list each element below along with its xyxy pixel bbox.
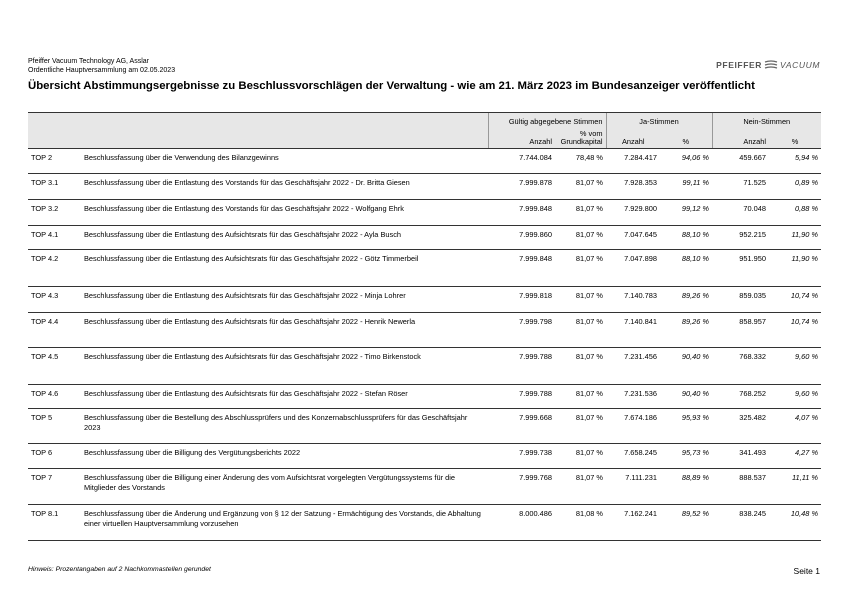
pct-capital: 81,07 % [555,250,606,287]
logo-swoosh-icon [764,58,778,72]
col-yes-anzahl: Anzahl [606,126,660,149]
company-name: Pfeiffer Vacuum Technology AG, Asslar [28,58,150,65]
no-votes: 768.332 [712,348,769,385]
resolution-text: Beschlussfassung über die Entlastung des Aufsichtsrats für das Geschäftsjahr 2022 - Minja Lohrer [81,287,488,313]
col-valid-anzahl: Anzahl [488,126,555,149]
resolution-text: Beschlussfassung über die Verwendung des Bilanzgewinns [81,149,488,174]
yes-pct: 95,73 % [660,444,712,469]
no-pct: 11,90 % [769,226,821,250]
resolution-text: Beschlussfassung über die Entlastung des Aufsichtsrats für das Geschäftsjahr 2022 - Henrik Newerla [81,313,488,348]
group-valid-votes: Gültig abgegebene Stimmen [488,113,606,127]
valid-votes: 7.999.738 [488,444,555,469]
table-row [28,200,821,226]
pct-capital: 81,07 % [555,348,606,385]
agenda-item: TOP 8.1 [28,505,81,541]
col-no-pct: % [769,126,821,149]
table-row [28,444,821,469]
table-row [28,348,821,385]
logo-text-left: PFEIFFER [716,60,763,70]
agenda-item: TOP 3.1 [28,174,81,200]
agenda-item: TOP 2 [28,149,81,174]
valid-votes: 7.999.788 [488,348,555,385]
no-pct: 4,27 % [769,444,821,469]
no-pct: 0,89 % [769,174,821,200]
agenda-item: TOP 3.2 [28,200,81,226]
col-no-anzahl: Anzahl [712,126,769,149]
yes-pct: 89,26 % [660,313,712,348]
resolution-text: Beschlussfassung über die Entlastung des Vorstands für das Geschäftsjahr 2022 - Wolfgang Ehrk [81,200,488,226]
header-blank [28,113,488,127]
table-row [28,250,821,287]
logo-text-right: VACUUM [780,60,820,70]
yes-pct: 88,10 % [660,250,712,287]
valid-votes: 7.999.818 [488,287,555,313]
agenda-item: TOP 6 [28,444,81,469]
agenda-item: TOP 7 [28,469,81,505]
yes-votes: 7.284.417 [606,149,660,174]
yes-votes: 7.047.898 [606,250,660,287]
yes-pct: 89,26 % [660,287,712,313]
valid-votes: 8.000.486 [488,505,555,541]
yes-pct: 90,40 % [660,348,712,385]
meeting-date: Ordentliche Hauptversammlung am 02.05.2023 [28,67,176,74]
no-pct: 4,07 % [769,409,821,444]
header-blank-2 [28,126,488,149]
agenda-item: TOP 4.3 [28,287,81,313]
yes-pct: 94,06 % [660,149,712,174]
yes-votes: 7.047.645 [606,226,660,250]
table-row [28,385,821,409]
no-pct: 10,74 % [769,287,821,313]
yes-votes: 7.231.456 [606,348,660,385]
yes-votes: 7.162.241 [606,505,660,541]
no-votes: 858.957 [712,313,769,348]
pct-capital: 81,07 % [555,287,606,313]
pct-capital: 81,07 % [555,409,606,444]
resolution-text: Beschlussfassung über die Entlastung des Aufsichtsrats für das Geschäftsjahr 2022 - Stefan Röser [81,385,488,409]
no-votes: 70.048 [712,200,769,226]
pct-capital: 81,07 % [555,469,606,505]
valid-votes: 7.999.878 [488,174,555,200]
agenda-item: TOP 4.1 [28,226,81,250]
valid-votes: 7.999.848 [488,200,555,226]
yes-pct: 89,52 % [660,505,712,541]
pct-capital: 78,48 % [555,149,606,174]
table-row [28,313,821,348]
no-votes: 859.035 [712,287,769,313]
yes-votes: 7.140.841 [606,313,660,348]
yes-votes: 7.140.783 [606,287,660,313]
no-pct: 0,88 % [769,200,821,226]
no-pct: 10,48 % [769,505,821,541]
yes-votes: 7.231.536 [606,385,660,409]
yes-pct: 90,40 % [660,385,712,409]
no-pct: 9,60 % [769,348,821,385]
resolution-text: Beschlussfassung über die Änderung und Ergänzung von § 12 der Satzung - Ermächtigung des Vorstands, die Abhaltung einer virtuellen Hauptversammlung vorzusehen [81,505,488,541]
agenda-item: TOP 5 [28,409,81,444]
no-votes: 952.215 [712,226,769,250]
page-number: Seite 1 [793,566,820,576]
col-yes-pct: % [660,126,712,149]
resolution-text: Beschlussfassung über die Billigung einer Änderung des vom Aufsichtsrat vorgelegten Vergütungssystems für die Mitglieder des Vorstands [81,469,488,505]
pct-capital: 81,08 % [555,505,606,541]
yes-pct: 99,12 % [660,200,712,226]
no-votes: 459.667 [712,149,769,174]
pct-capital: 81,07 % [555,174,606,200]
col-pct-capital: % vom Grundkapital [555,126,606,149]
valid-votes: 7.999.768 [488,469,555,505]
pfeiffer-vacuum-logo [716,56,820,74]
yes-votes: 7.658.245 [606,444,660,469]
yes-votes: 7.111.231 [606,469,660,505]
group-no-votes: Nein-Stimmen [712,113,821,127]
no-votes: 768.252 [712,385,769,409]
no-votes: 838.245 [712,505,769,541]
valid-votes: 7.999.788 [488,385,555,409]
resolution-text: Beschlussfassung über die Entlastung des Aufsichtsrats für das Geschäftsjahr 2022 - Götz Timmerbeil [81,250,488,287]
no-votes: 951.950 [712,250,769,287]
agenda-item: TOP 4.4 [28,313,81,348]
no-pct: 5,94 % [769,149,821,174]
no-votes: 71.525 [712,174,769,200]
table-row [28,469,821,505]
yes-votes: 7.929.800 [606,200,660,226]
resolution-text: Beschlussfassung über die Entlastung des Vorstands für das Geschäftsjahr 2022 - Dr. Britta Giesen [81,174,488,200]
agenda-item: TOP 4.6 [28,385,81,409]
table-row [28,409,821,444]
group-yes-votes: Ja-Stimmen [606,113,712,127]
rounding-note: Hinweis: Prozentangaben auf 2 Nachkommastellen gerundet [28,566,211,573]
table-row [28,226,821,250]
table-row [28,505,821,541]
voting-results-table [28,112,821,541]
pct-capital: 81,07 % [555,226,606,250]
resolution-text: Beschlussfassung über die Entlastung des Aufsichtsrats für das Geschäftsjahr 2022 - Timo Birkenstock [81,348,488,385]
valid-votes: 7.744.084 [488,149,555,174]
pct-capital: 81,07 % [555,385,606,409]
table-row [28,287,821,313]
no-pct: 11,90 % [769,250,821,287]
pct-capital: 81,07 % [555,444,606,469]
pct-capital: 81,07 % [555,200,606,226]
no-votes: 325.482 [712,409,769,444]
valid-votes: 7.999.798 [488,313,555,348]
yes-pct: 88,10 % [660,226,712,250]
agenda-item: TOP 4.2 [28,250,81,287]
pct-capital: 81,07 % [555,313,606,348]
page-title: Übersicht Abstimmungsergebnisse zu Beschlussvorschlägen der Verwaltung - wie am 21. März 2023 im Bundesanzeiger veröffentlicht [28,80,755,92]
valid-votes: 7.999.848 [488,250,555,287]
table-row [28,149,821,174]
yes-votes: 7.928.353 [606,174,660,200]
resolution-text: Beschlussfassung über die Billigung des Vergütungsberichts 2022 [81,444,488,469]
yes-votes: 7.674.186 [606,409,660,444]
resolution-text: Beschlussfassung über die Bestellung des Abschlussprüfers und des Konzernabschlussprüfers für das Geschäftsjahr 2023 [81,409,488,444]
yes-pct: 88,89 % [660,469,712,505]
table-row [28,174,821,200]
no-pct: 11,11 % [769,469,821,505]
agenda-item: TOP 4.5 [28,348,81,385]
yes-pct: 95,93 % [660,409,712,444]
no-votes: 888.537 [712,469,769,505]
yes-pct: 99,11 % [660,174,712,200]
no-pct: 10,74 % [769,313,821,348]
no-pct: 9,60 % [769,385,821,409]
valid-votes: 7.999.668 [488,409,555,444]
valid-votes: 7.999.860 [488,226,555,250]
no-votes: 341.493 [712,444,769,469]
resolution-text: Beschlussfassung über die Entlastung des Aufsichtsrats für das Geschäftsjahr 2022 - Ayla Busch [81,226,488,250]
